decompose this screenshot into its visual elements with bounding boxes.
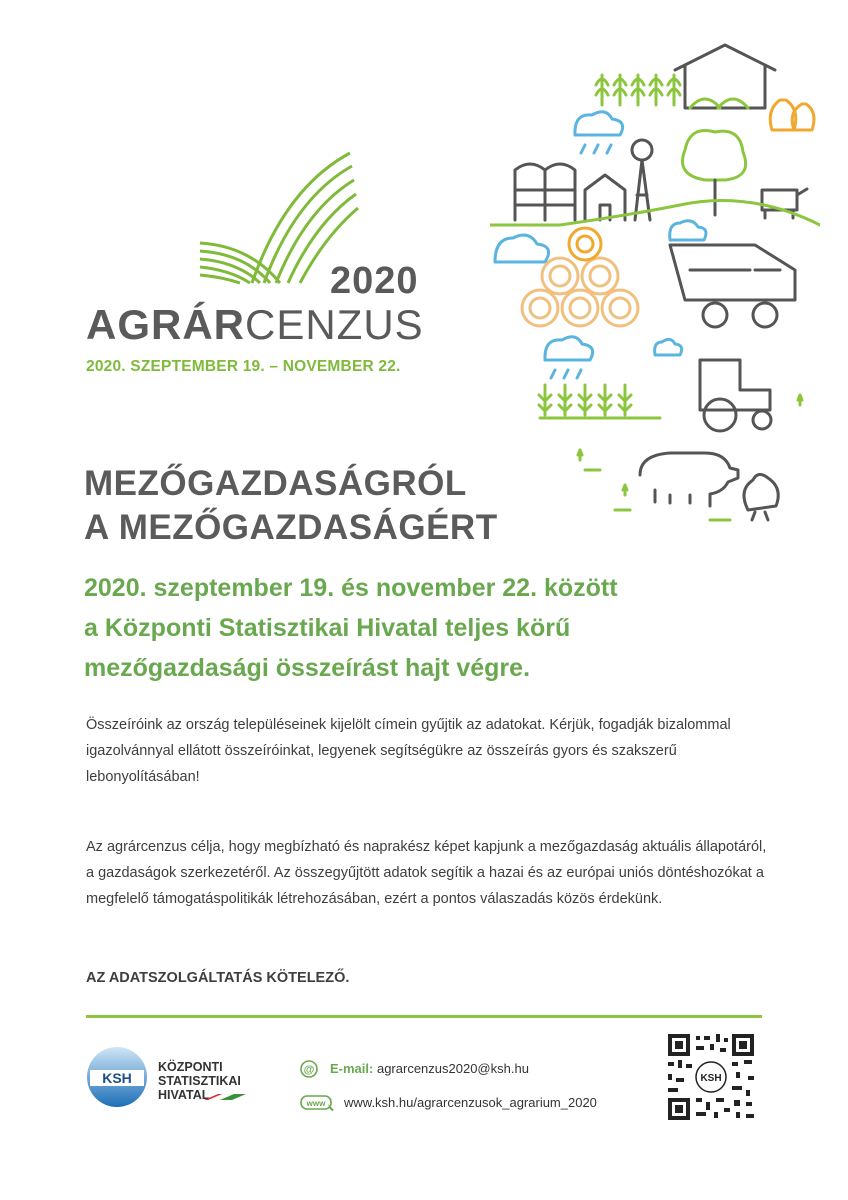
crops-icon: [596, 75, 680, 105]
qr-badge-text: KSH: [700, 1073, 722, 1084]
qr-code-icon[interactable]: [666, 1032, 756, 1122]
combine-harvester-icon: [670, 245, 795, 327]
email-contact: [330, 1061, 529, 1076]
svg-text:@: @: [303, 1064, 315, 1076]
hen-icon: [744, 474, 778, 520]
subheadline: [84, 568, 618, 688]
barn-icon: [675, 45, 775, 108]
body-paragraph-2: Az agrárcenzus célja, hogy megbízható és naprakész képet kapjunk a mezőgazdaság aktuális állapotáról, a gazdaságok szerkezetéről. Az összegyűjtött adatok segítik a hazai és az európai uniós döntéshozókat a megfelelő támogatáspolitikák létrehozásában, ezért a pontos válaszadás közös érdekünk.: [86, 839, 767, 907]
email-link[interactable]: agrarcenzus2020@ksh.hu: [376, 1061, 529, 1076]
census-date-range: 2020. SZEPTEMBER 19. – NOVEMBER 22.: [86, 358, 401, 375]
cow-icon: [762, 189, 807, 218]
ksh-logo-icon: [86, 1046, 148, 1108]
ksh-name-line: KÖZPONTI: [158, 1060, 223, 1074]
main-headline: [84, 462, 498, 550]
mandatory-notice: AZ ADATSZOLGÁLTATÁS KÖTELEZŐ.: [86, 970, 350, 986]
farm-illustration: [490, 30, 820, 530]
subheadline-line: a Központi Statisztikai Hivatal teljes körű: [84, 614, 571, 642]
farmhouse-icon: [585, 175, 625, 220]
website-link[interactable]: www.ksh.hu/agrarcenzusok_agrarium_2020: [344, 1095, 597, 1110]
web-icon: [300, 1094, 336, 1112]
corn-field-icon: [539, 385, 660, 418]
tractor-icon: [700, 360, 771, 431]
logo-year: 2020: [330, 260, 419, 302]
footer-divider: [86, 1015, 762, 1018]
subheadline-line: mezőgazdasági összeírást hajt végre.: [84, 654, 531, 682]
email-label: E-mail:: [330, 1061, 374, 1076]
rain-cloud-icon: [545, 337, 682, 378]
logo-wordmark-bold: AGRÁR: [86, 301, 245, 348]
logo-wordmark: [86, 301, 424, 348]
pig-icon: [640, 453, 738, 506]
windmill-icon: [632, 140, 652, 220]
body-paragraph-1: Összeíróink az ország településeinek kijelölt címein gyűjtik az adatokat. Kérjük, fogadják bizalommal igazolvánnyal ellátott összeíróinkat, legyenek segítségükre az összeírás gyors és szakszerű lebonyolításában!: [86, 717, 731, 785]
at-sign-icon: [300, 1060, 318, 1078]
headline-line: A MEZŐGAZDASÁGÉRT: [84, 508, 498, 547]
ksh-name-line: STATISZTIKAI: [158, 1074, 241, 1088]
sacks-icon: [770, 100, 814, 130]
hungarian-flag-stripe: [204, 1094, 246, 1100]
logo-wordmark-light: CENZUS: [245, 301, 424, 348]
web-icon-text: www: [306, 1099, 326, 1108]
ksh-logo-text: KSH: [102, 1070, 132, 1086]
subheadline-line: 2020. szeptember 19. és november 22. között: [84, 574, 618, 602]
headline-line: MEZŐGAZDASÁGRÓL: [84, 464, 467, 503]
ksh-name-line: HIVATAL: [158, 1088, 210, 1102]
rain-cloud-icon: [575, 112, 623, 153]
hay-bales-icon: [522, 228, 638, 326]
silos-icon: [515, 164, 575, 220]
